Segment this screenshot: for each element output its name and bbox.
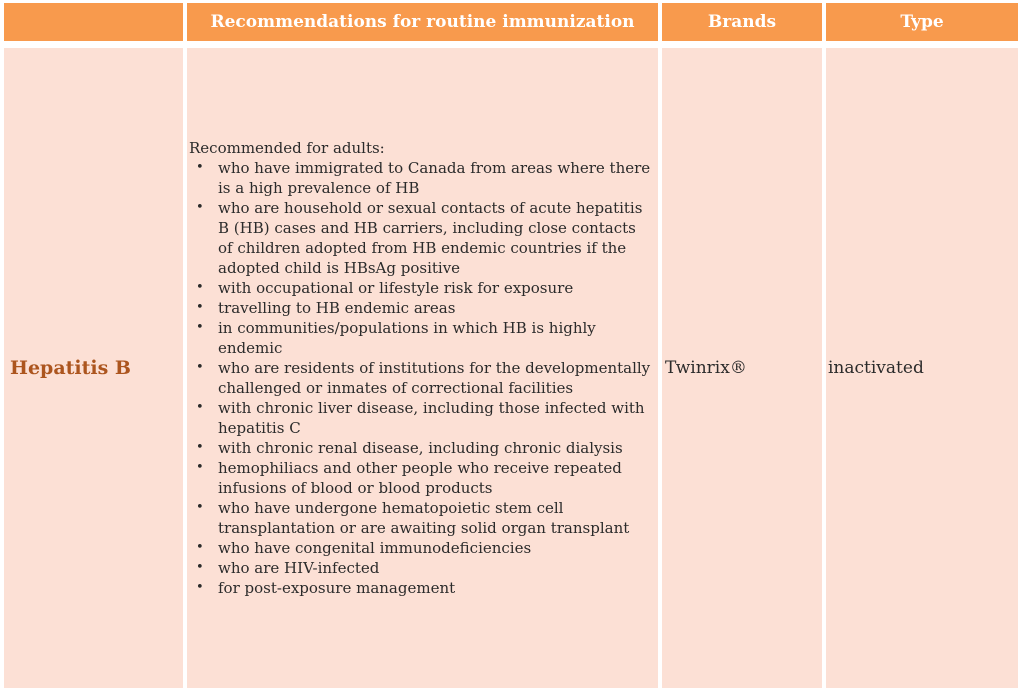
- recommendation-item: [189, 318, 654, 358]
- recommendation-list: [189, 158, 654, 598]
- brand-name: Twinrix®: [665, 358, 747, 378]
- recommendation-item: [189, 538, 654, 558]
- table-cell-brands: [662, 48, 822, 688]
- bullet-icon: •: [196, 500, 204, 515]
- recommendation-item: [189, 278, 654, 298]
- bullet-icon: •: [196, 320, 204, 335]
- table-cell-vaccine: [4, 48, 183, 688]
- recommendation-item: [189, 578, 654, 598]
- recommendation-text: with chronic renal disease, including chronic dialysis: [218, 439, 623, 457]
- bullet-icon: •: [196, 280, 204, 295]
- vaccine-name: Hepatitis B: [10, 357, 131, 379]
- header-cell-recommendations: Recommendations for routine immunization: [187, 3, 658, 41]
- bullet-icon: •: [196, 300, 204, 315]
- recommendations-block: [189, 138, 654, 598]
- recommendations-intro: Recommended for adults:: [189, 139, 385, 157]
- bullet-icon: •: [196, 360, 204, 375]
- recommendation-text: who are residents of institutions for the developmentally challenged or inmates of correctional facilities: [218, 359, 651, 397]
- recommendation-text: with occupational or lifestyle risk for exposure: [218, 279, 574, 297]
- immunization-table: [4, 3, 1018, 688]
- recommendation-text: for post-exposure management: [218, 579, 456, 597]
- bullet-icon: •: [196, 540, 204, 555]
- recommendation-text: with chronic liver disease, including those infected with hepatitis C: [218, 399, 645, 437]
- recommendation-text: who have immigrated to Canada from areas where there is a high prevalence of HB: [218, 159, 651, 197]
- table-cell-recommendations: [187, 48, 658, 688]
- vaccine-type: inactivated: [828, 358, 924, 378]
- recommendation-text: travelling to HB endemic areas: [218, 299, 456, 317]
- recommendation-text: in communities/populations in which HB is highly endemic: [218, 319, 596, 357]
- bullet-icon: •: [196, 440, 204, 455]
- bullet-icon: •: [196, 160, 204, 175]
- recommendation-item: [189, 358, 654, 398]
- header-cell-vaccine: [4, 3, 183, 41]
- recommendation-item: [189, 438, 654, 458]
- recommendation-text: who have congenital immunodeficiencies: [218, 539, 532, 557]
- recommendation-text: who are HIV-infected: [218, 559, 380, 577]
- recommendation-item: [189, 498, 654, 538]
- bullet-icon: •: [196, 460, 204, 475]
- bullet-icon: •: [196, 400, 204, 415]
- recommendation-text: hemophiliacs and other people who receive repeated infusions of blood or blood products: [218, 459, 622, 497]
- recommendation-item: [189, 458, 654, 498]
- bullet-icon: •: [196, 200, 204, 215]
- recommendation-item: [189, 158, 654, 198]
- recommendation-item: [189, 398, 654, 438]
- table-cell-type: [826, 48, 1018, 688]
- recommendation-text: who are household or sexual contacts of acute hepatitis B (HB) cases and HB carriers, including close contacts of children adopted from HB endemic countries if the adopted child is HBsAg positive: [218, 199, 643, 277]
- recommendation-item: [189, 198, 654, 278]
- recommendation-text: who have undergone hematopoietic stem cell transplantation or are awaiting solid organ transplant: [218, 499, 630, 537]
- bullet-icon: •: [196, 580, 204, 595]
- header-cell-brands: Brands: [662, 3, 822, 41]
- recommendation-item: [189, 558, 654, 578]
- bullet-icon: •: [196, 560, 204, 575]
- header-cell-type: Type: [826, 3, 1018, 41]
- recommendation-item: [189, 298, 654, 318]
